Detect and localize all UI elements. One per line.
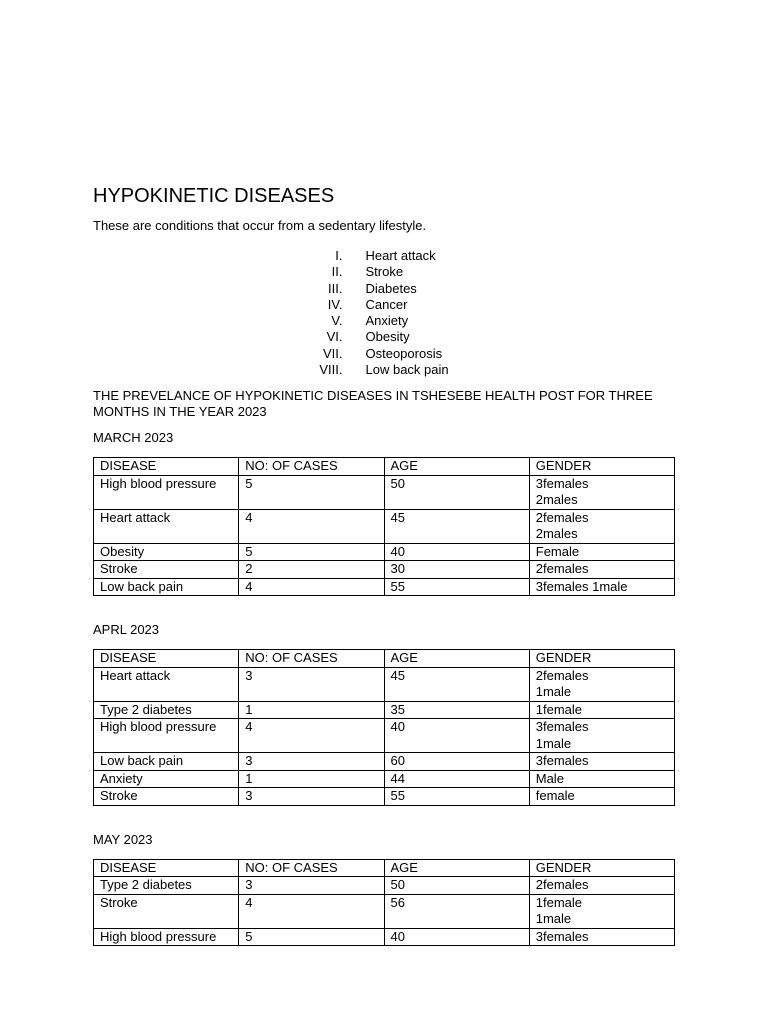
table-cell: 55 xyxy=(384,788,529,806)
table-row xyxy=(94,578,675,596)
table-row xyxy=(94,701,675,719)
list-text: Heart attack xyxy=(365,248,436,263)
column-header: AGE xyxy=(384,650,529,668)
table-header-row xyxy=(94,650,675,668)
table-cell: 60 xyxy=(384,753,529,771)
list-item xyxy=(93,297,675,313)
table-row xyxy=(94,928,675,946)
section-spacer xyxy=(93,806,675,822)
list-number: II. xyxy=(331,264,343,280)
table-cell: Obesity xyxy=(94,543,239,561)
table-cell: Male xyxy=(529,770,674,788)
table-cell: 56 xyxy=(384,894,529,928)
list-text: Obesity xyxy=(365,329,410,345)
list-text: Anxiety xyxy=(365,313,409,329)
table-cell: 3 xyxy=(239,753,384,771)
table-cell: 5 xyxy=(239,543,384,561)
table-row xyxy=(94,543,675,561)
table-cell: 40 xyxy=(384,928,529,946)
table-cell: 4 xyxy=(239,894,384,928)
table-cell: High blood pressure xyxy=(94,928,239,946)
table-cell: 3 xyxy=(239,877,384,895)
column-header: DISEASE xyxy=(94,859,239,877)
table-cell: 3females 1male xyxy=(529,578,674,596)
list-item xyxy=(93,313,675,329)
table-cell: 5 xyxy=(239,928,384,946)
document-page xyxy=(93,183,675,946)
table-cell: Heart attack xyxy=(94,667,239,701)
table-cell: 55 xyxy=(384,578,529,596)
month-sections xyxy=(93,430,675,946)
cases-table xyxy=(93,457,675,596)
table-row xyxy=(94,788,675,806)
table-cell: High blood pressure xyxy=(94,719,239,753)
table-cell: 3 xyxy=(239,667,384,701)
list-text: Osteoporosis xyxy=(365,345,443,361)
table-cell: 2females 1male xyxy=(529,667,674,701)
table-cell: 4 xyxy=(239,719,384,753)
list-item xyxy=(93,346,675,362)
table-row xyxy=(94,770,675,788)
table-header-row xyxy=(94,859,675,877)
prevalence-heading: THE PREVELANCE OF HYPOKINETIC DISEASES IN TSHESEBE HEALTH POST FOR THREE MONTHS IN THE YEAR 2023 xyxy=(93,388,653,420)
list-item xyxy=(93,281,675,297)
table-row xyxy=(94,753,675,771)
table-cell: 40 xyxy=(384,719,529,753)
month-label: MAY 2023 xyxy=(93,831,153,847)
column-header: NO: OF CASES xyxy=(239,650,384,668)
table-row xyxy=(94,509,675,543)
table-cell: 35 xyxy=(384,701,529,719)
table-row xyxy=(94,475,675,509)
table-cell: 2females xyxy=(529,877,674,895)
table-cell: 45 xyxy=(384,667,529,701)
table-cell: Anxiety xyxy=(94,770,239,788)
cases-table xyxy=(93,859,675,947)
table-cell: Low back pain xyxy=(94,578,239,596)
list-item xyxy=(93,264,675,280)
table-cell: female xyxy=(529,788,674,806)
list-text: Low back pain xyxy=(365,362,449,378)
table-cell: 3females 1male xyxy=(529,719,674,753)
list-number: VI. xyxy=(326,329,343,345)
list-text: Stroke xyxy=(365,264,404,280)
column-header: AGE xyxy=(384,859,529,877)
list-number: IV. xyxy=(327,296,343,312)
list-text: Cancer xyxy=(365,296,408,312)
table-cell: 2females xyxy=(529,561,674,579)
table-cell: Heart attack xyxy=(94,509,239,543)
table-cell: 44 xyxy=(384,770,529,788)
column-header: NO: OF CASES xyxy=(239,859,384,877)
disease-list xyxy=(93,248,675,378)
table-row xyxy=(94,719,675,753)
table-cell: 2females 2males xyxy=(529,509,674,543)
table-cell: 1 xyxy=(239,770,384,788)
table-row xyxy=(94,894,675,928)
list-text: Diabetes xyxy=(365,280,417,296)
table-cell: Low back pain xyxy=(94,753,239,771)
table-header-row xyxy=(94,458,675,476)
table-cell: 1female xyxy=(529,701,674,719)
table-cell: 1female 1male xyxy=(529,894,674,928)
table-cell: 30 xyxy=(384,561,529,579)
column-header: AGE xyxy=(384,458,529,476)
column-header: GENDER xyxy=(529,650,674,668)
table-cell: 50 xyxy=(384,877,529,895)
list-item xyxy=(93,329,675,345)
table-cell: 3females xyxy=(529,928,674,946)
list-item xyxy=(93,362,675,378)
cases-table xyxy=(93,649,675,806)
table-cell: 4 xyxy=(239,509,384,543)
month-label: MARCH 2023 xyxy=(93,430,174,446)
table-row xyxy=(94,667,675,701)
table-cell: 2 xyxy=(239,561,384,579)
table-cell: Female xyxy=(529,543,674,561)
table-cell: 5 xyxy=(239,475,384,509)
document-intro: These are conditions that occur from a sedentary lifestyle. xyxy=(93,218,427,233)
table-cell: 3 xyxy=(239,788,384,806)
table-cell: 3females 2males xyxy=(529,475,674,509)
month-label: APRL 2023 xyxy=(93,622,160,638)
column-header: NO: OF CASES xyxy=(239,458,384,476)
table-row xyxy=(94,877,675,895)
column-header: GENDER xyxy=(529,859,674,877)
table-cell: High blood pressure xyxy=(94,475,239,509)
list-number: V. xyxy=(331,313,343,329)
table-cell: 50 xyxy=(384,475,529,509)
table-cell: Type 2 diabetes xyxy=(94,877,239,895)
list-number: III. xyxy=(328,280,343,296)
table-cell: Type 2 diabetes xyxy=(94,701,239,719)
table-cell: 45 xyxy=(384,509,529,543)
table-row xyxy=(94,561,675,579)
table-cell: Stroke xyxy=(94,788,239,806)
table-cell: 1 xyxy=(239,701,384,719)
document-title: HYPOKINETIC DISEASES xyxy=(93,185,335,207)
list-number: I. xyxy=(335,248,343,263)
column-header: GENDER xyxy=(529,458,674,476)
column-header: DISEASE xyxy=(94,650,239,668)
list-number: VII. xyxy=(322,345,343,361)
table-cell: 40 xyxy=(384,543,529,561)
list-item xyxy=(93,248,675,264)
table-cell: 4 xyxy=(239,578,384,596)
list-number: VIII. xyxy=(319,362,343,378)
section-spacer xyxy=(93,596,675,612)
table-cell: Stroke xyxy=(94,894,239,928)
table-cell: Stroke xyxy=(94,561,239,579)
column-header: DISEASE xyxy=(94,458,239,476)
table-cell: 3females xyxy=(529,753,674,771)
